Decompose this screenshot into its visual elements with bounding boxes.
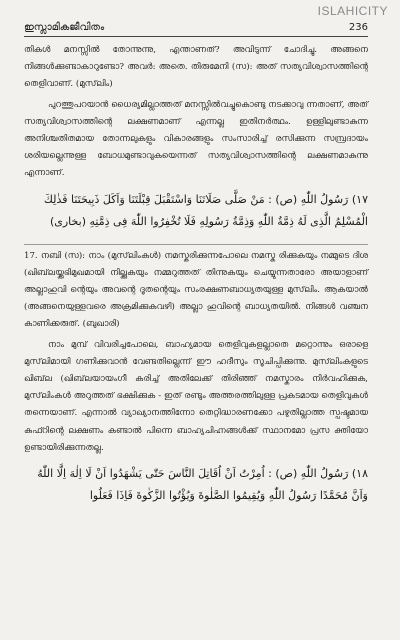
divider: [24, 244, 368, 245]
header-title: ഇസ്ലാമികജീവിതം: [24, 22, 105, 33]
arabic-hadith-17: ١٧) رَسُولُ اللّٰهِ (ص) : مَنْ صَلَّى صَلَاتَنَا وَاسْتَقْبَلَ قِبْلَتَنَا وَاَكَلَ ذَبِيحَتَنَا فَذٰلِكَ الْمُسْلِمُ الَّذِى لَهُ ذِمَّةُ اللّٰهِ وَذِمَّةُ رَسُولِهِ فَلَا تُخْفِرُوا اللّٰهَ فِى ذِمَّتِهِ (بخارى): [43, 192, 368, 228]
paragraph-commentary: പുറത്തുപറയാൻ ധൈര്യമില്ലാത്തത് മനസ്സിൽവച്ചുകൊണ്ടു നടക്കാവു ന്നതാണ്, അത് സത്യവിശ്വാസത്തിന്റെ ലക്ഷണമാണ് എന്നല്ല ഇതിനർത്ഥം. ഉള്ളിലുണ്ടാകുന്ന അനിശ്ചതിതമായ തോന്നലുകളും വികാരങ്ങളും സംസാരിച്ച് രസിക്കുന്ന സമ്പ്രദായം ശരിയല്ലെന്നുള്ള ബോധമുണ്ടാവുകയെന്നത് സത്യവിശ്വാസത്തിന്റെ ലക്ഷണമാകുന്നു എന്നാണ്.: [24, 99, 368, 179]
paragraph-hadith-17-commentary: നാം മുമ്പ് വിവരിച്ചപോലെ, ബാഹ്യമായ തെളിവുകളല്ലാതെ മറ്റൊന്നും ഒരാളെ മുസ്‌ലിമായി ഗണിക്കുവാൻ വേണ്ടതില്ലെന്ന് ഈ ഹദീസും സൂചിപ്പിക്കുന്നു. മുസ്‌ലിംകളുടെ ഖിബ്‌ല (ഖിബ്‌ലയായംഗീ കരിച്ച് അതിലേക്ക് തിരിഞ്ഞ് നമസ്കാരം നിർവഹിക്കുക, മുസ്‌ലിംകൾ അറുത്തത് ഭക്ഷിക്കുക - ഇത് രണ്ടും അത്തരത്തിലുള്ള പ്രകടമായ തെളിവുകൾ തന്നെയാണ്. എന്നാൽ വ്യാഖ്യാനത്തിന്നോ തെറ്റിദ്ധാരണക്കോ പഴുതില്ലാത്ത സ്പഷ്ടമായ കുഫ്റിന്റെ ലക്ഷണം കണ്ടാൽ പിന്നെ ബാഹ്യചിഹ്നങ്ങൾക്ക് സ്ഥാനമോ പ്രസ ക്തിയോ ഉണ്ടായിരിക്കുന്നതല്ല.: [24, 339, 368, 453]
page-body: [24, 42, 368, 634]
paragraph-intro: തികൾ മനസ്സിൽ തോന്നുന്നു, എന്താണത്? അവിടുന്ന് ചോദിച്ചു. അങ്ങനെ നിങ്ങൾക്കുണ്ടാകാറുണ്ടോ? അവർ: അതെ. തിരുമേനി (സ): അത് സത്യവിശ്വാസത്തിന്റെ തെളിവാണ്. (മുസ്‌ലിം): [24, 45, 368, 90]
header-rule: [24, 36, 368, 37]
arabic-hadith-18: ١٨) رَسُولُ اللّٰهِ (ص) : اُمِرْتُ اَنْ اُقَاتِلَ النَّاسَ حَتّٰى يَشْهَدُوا اَنْ لَا اِلٰهَ اِلَّا اللّٰهُ وَاَنَّ مُحَمَّدًا رَسُولُ اللّٰهِ وَيُقِيمُوا الصَّلٰوةَ وَيُؤْتُوا الزَّكٰوةَ فَاِذَا فَعَلُوا: [37, 467, 368, 503]
page-header: [24, 22, 368, 33]
watermark: ISLAHICITY: [317, 4, 388, 18]
paragraph-hadith-17-translation: 17. നബി (സ): നാം (മുസ്‌ലിംകൾ) നമസ്കരിക്കുന്നപോലെ നമസ്ക രിക്കുകയും നമ്മുടെ ദിശ (ഖിബ്‌ലയ്ക്കഭിമുഖമായി നില്ക്കുകയും നമ്മറുത്തത് തിന്നുകയും ചെയ്യുന്നതാരോ അയാളാണ് അല്ലാഹുവി ന്റെയും അവന്റെ ദൂതന്റെയും സംരക്ഷണബാധ്യതയുള്ള മുസ്‌ലിം. ആകയാൽ (അങ്ങനെയുള്ളവരെ അക്രമിക്കുകവഴി) അല്ലാ ഹുവിന്റെ ബാധ്യതയിൽ. നിങ്ങൾ വഞ്ചന കാണിക്കരുത്. (ബുഖാരി): [24, 250, 368, 330]
page-number: 236: [348, 22, 368, 33]
